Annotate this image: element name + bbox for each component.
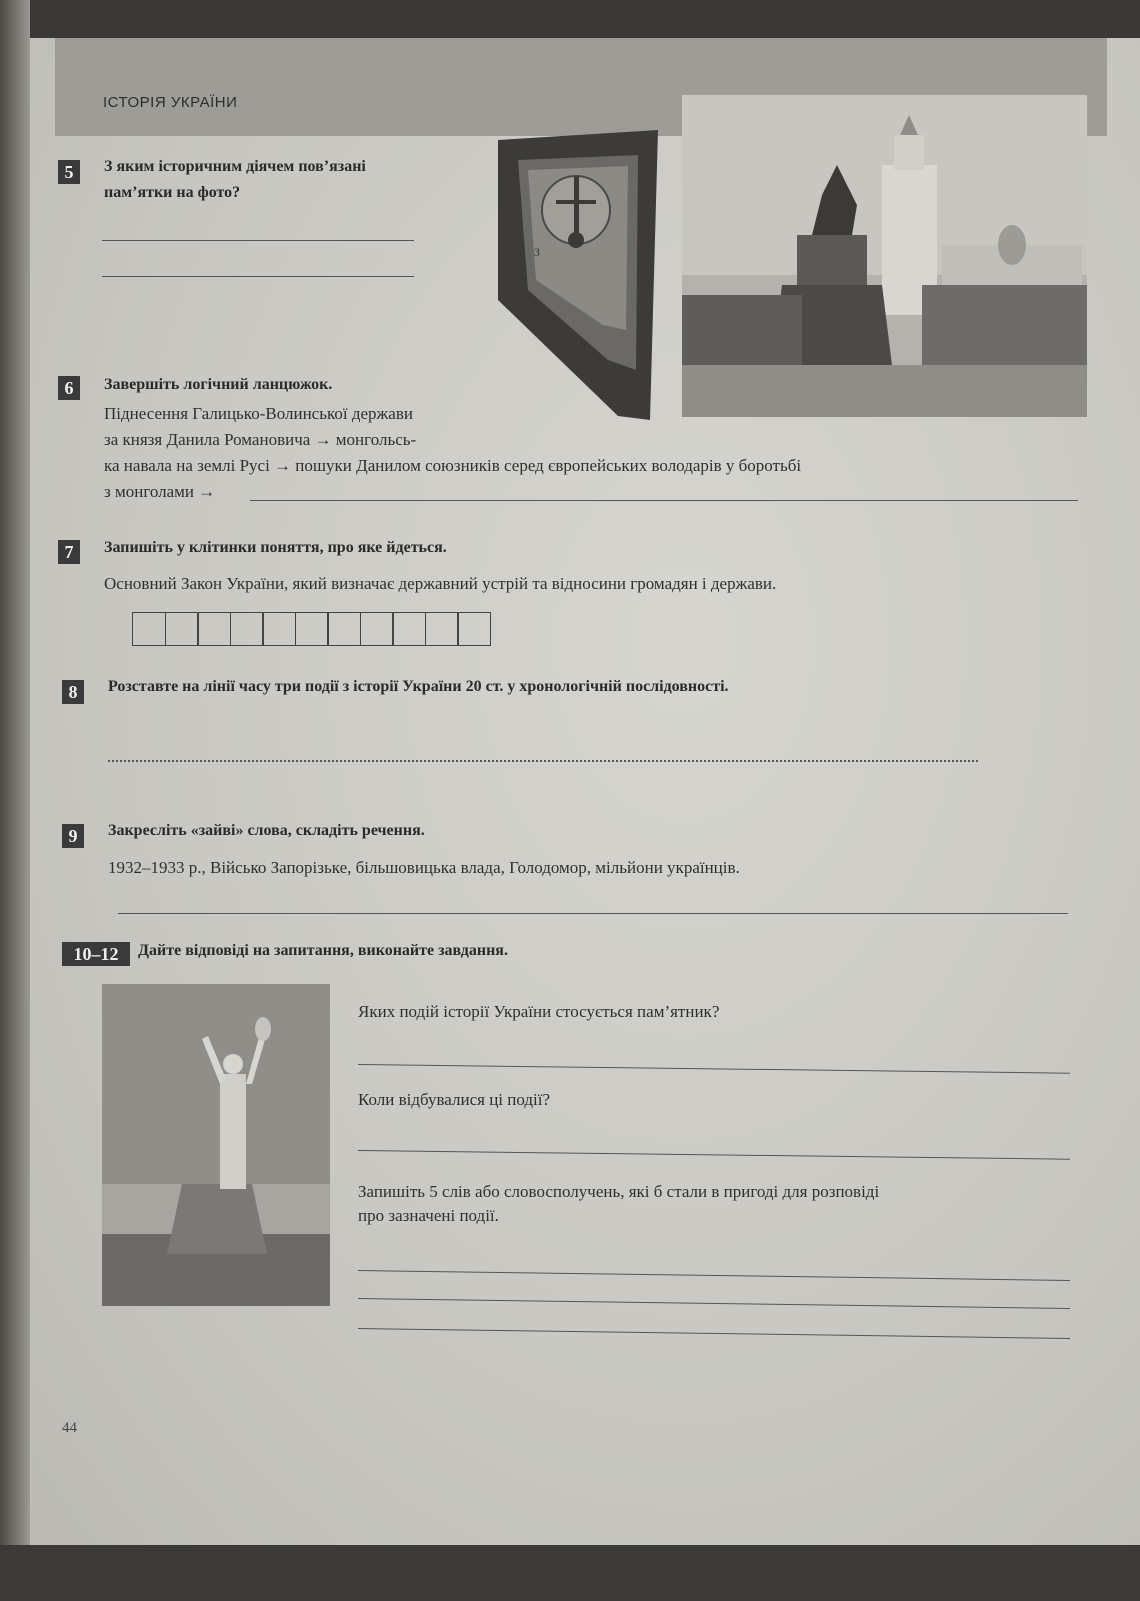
khmelnytsky-monument-photo bbox=[682, 95, 1087, 417]
task-10-12-title: Дайте відповіді на запитання, виконайте завдання. bbox=[138, 942, 508, 959]
task-11-question: Коли відбувалися ці події? bbox=[358, 1090, 551, 1109]
task-9-title: Закресліть «зайві» слова, складіть речення. bbox=[108, 822, 425, 839]
task-9-number: 9 bbox=[62, 824, 84, 848]
task-6-text-line3: ка навала на землі Русі → пошуки Данилом союзників серед європейських володарів у боротьбі bbox=[104, 456, 802, 475]
task-6-text-line2: за князя Данила Романовича → монгольсь- bbox=[104, 430, 417, 449]
task-12-question-line2: про зазначені події. bbox=[358, 1206, 499, 1225]
task-7-number: 7 bbox=[58, 540, 80, 564]
letter-cell[interactable] bbox=[165, 612, 199, 646]
banner-photo bbox=[478, 130, 663, 420]
task-6-answer-line[interactable] bbox=[250, 500, 1078, 501]
page-edge-top bbox=[0, 0, 1140, 38]
task-6-number: 6 bbox=[58, 376, 80, 400]
letter-cell[interactable] bbox=[392, 612, 426, 646]
letter-cell[interactable] bbox=[295, 612, 329, 646]
page-edge-left bbox=[0, 0, 30, 1601]
task-10-question: Яких подій історії України стосується пам’ятник? bbox=[358, 1002, 720, 1021]
task-5-answer-line[interactable] bbox=[102, 276, 414, 277]
motherland-monument-photo bbox=[102, 984, 330, 1306]
letter-cell[interactable] bbox=[132, 612, 166, 646]
task-6-text-line1: Піднесення Галицько-Волинської держави bbox=[104, 404, 413, 423]
header-title: ІСТОРІЯ УКРАЇНИ bbox=[103, 94, 238, 111]
letter-cell[interactable] bbox=[197, 612, 231, 646]
letter-cell[interactable] bbox=[425, 612, 459, 646]
task-12-answer-line[interactable] bbox=[358, 1270, 1070, 1281]
task-10-12-number: 10–12 bbox=[62, 942, 130, 966]
task-12-answer-line[interactable] bbox=[358, 1328, 1070, 1339]
task-8-number: 8 bbox=[62, 680, 84, 704]
task-7-title: Запишіть у клітинки поняття, про яке йдеться. bbox=[104, 539, 447, 556]
letter-cell[interactable] bbox=[230, 612, 264, 646]
svg-text:З: З bbox=[534, 245, 541, 259]
task-5-number: 5 bbox=[58, 160, 80, 184]
task-12-question-line1: Запишіть 5 слів або словосполучень, які б стали в пригоді для розповіді bbox=[358, 1182, 880, 1201]
task-12-answer-line[interactable] bbox=[358, 1298, 1070, 1309]
letter-cell[interactable] bbox=[360, 612, 394, 646]
task-7-text: Основний Закон України, який визначає державний устрій та відносини громадян і держави. bbox=[104, 574, 777, 593]
page-edge-bottom bbox=[0, 1545, 1140, 1601]
task-6-text-line4: з монголами → bbox=[104, 482, 216, 501]
letter-cell[interactable] bbox=[262, 612, 296, 646]
task-5-question-line2: пам’ятки на фото? bbox=[104, 184, 241, 201]
task-5-answer-line[interactable] bbox=[102, 240, 414, 241]
task-8-title: Розставте на лінії часу три події з історії України 20 ст. у хронологічній послідовності. bbox=[108, 678, 729, 695]
task-9-text: 1932–1933 р., Військо Запорізьке, більшовицька влада, Голодомор, мільйони українців. bbox=[108, 858, 740, 877]
task-7-letter-cells bbox=[132, 612, 490, 646]
task-8-timeline[interactable] bbox=[108, 760, 978, 762]
task-5-question-line1: З яким історичним діячем пов’язані bbox=[104, 158, 366, 175]
letter-cell[interactable] bbox=[327, 612, 361, 646]
task-9-answer-line[interactable] bbox=[118, 913, 1068, 914]
task-11-answer-line[interactable] bbox=[358, 1150, 1070, 1160]
page-number: 44 bbox=[62, 1420, 77, 1436]
task-10-answer-line[interactable] bbox=[358, 1064, 1070, 1074]
task-6-title: Завершіть логічний ланцюжок. bbox=[104, 376, 333, 393]
letter-cell[interactable] bbox=[457, 612, 491, 646]
